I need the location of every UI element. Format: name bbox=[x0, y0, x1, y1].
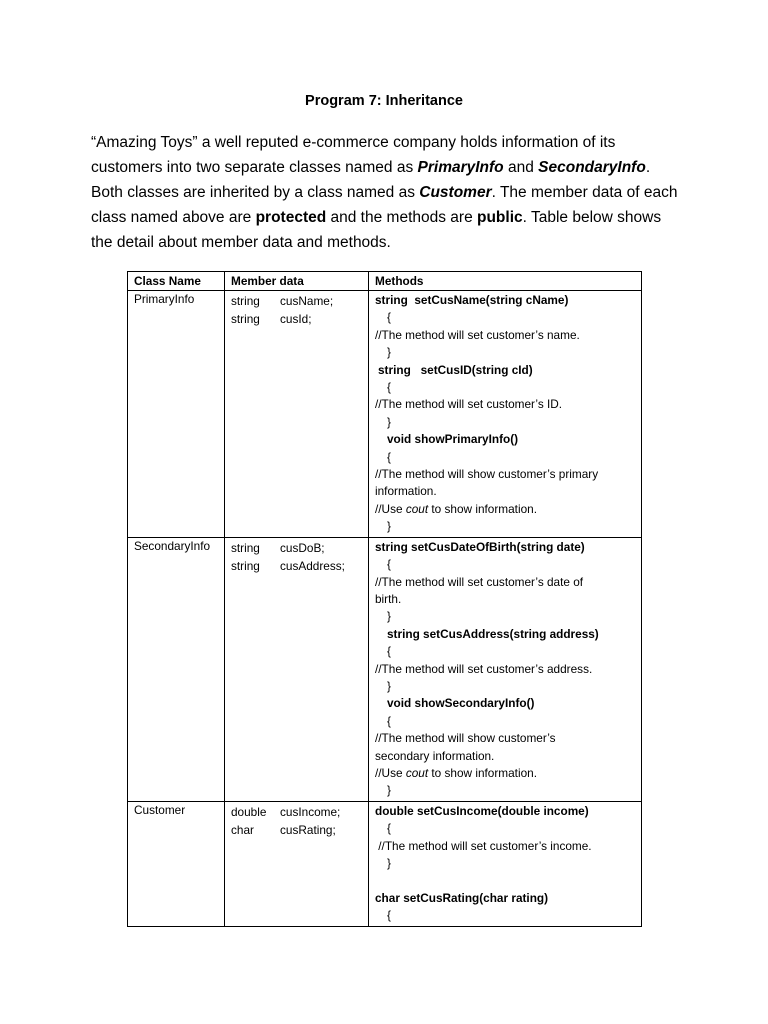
method-comment: //The method will set customer’s ID. bbox=[375, 397, 563, 412]
brace-close: } bbox=[387, 678, 391, 693]
member-line bbox=[231, 310, 363, 328]
member-data-cell bbox=[225, 801, 369, 926]
brace-close: } bbox=[387, 783, 391, 798]
method-signature: string setCusName(string cName) bbox=[375, 293, 569, 307]
brace-close: } bbox=[387, 414, 391, 429]
method-comment: //The method will set customer’s address. bbox=[375, 661, 593, 676]
methods-cell bbox=[369, 801, 642, 926]
member-type: string bbox=[231, 294, 260, 308]
method-comment bbox=[375, 765, 636, 782]
intro-text-1: “Amazing Toys” a well reputed e-commerce company holds information of its customers into two separate classes named as bbox=[91, 134, 616, 176]
method-signature: void showSecondaryInfo() bbox=[387, 696, 535, 711]
brace-close: } bbox=[387, 609, 391, 624]
brace-open: { bbox=[387, 821, 391, 836]
blank-line bbox=[375, 872, 636, 889]
method-comment: secondary information. bbox=[375, 748, 495, 763]
method-signature: string setCusID(string cId) bbox=[378, 362, 533, 377]
method-comment: //The method will set customer’s income. bbox=[375, 838, 592, 853]
use-suffix: to show information. bbox=[428, 765, 537, 780]
table-row bbox=[128, 291, 642, 538]
class-spec-table bbox=[127, 271, 642, 927]
member-type: string bbox=[231, 540, 260, 555]
brace-open: { bbox=[387, 644, 391, 659]
member-line bbox=[231, 803, 363, 821]
member-name: cusRating; bbox=[280, 822, 336, 837]
table-row bbox=[128, 801, 642, 926]
member-type: char bbox=[231, 822, 254, 837]
use-suffix: to show information. bbox=[428, 501, 537, 516]
intro-primaryinfo: PrimaryInfo bbox=[417, 159, 504, 176]
cout-keyword: cout bbox=[405, 765, 429, 780]
method-comment bbox=[375, 501, 636, 518]
header-methods: Methods bbox=[369, 272, 642, 291]
table-header-row bbox=[128, 272, 642, 291]
header-member-data: Member data bbox=[225, 272, 369, 291]
member-line bbox=[231, 557, 363, 575]
method-comment: information. bbox=[375, 484, 437, 499]
page-title: Program 7: Inheritance bbox=[305, 93, 463, 109]
intro-text-4: and the methods are bbox=[326, 209, 477, 226]
cout-keyword: cout bbox=[405, 501, 429, 516]
brace-open: { bbox=[387, 908, 391, 923]
intro-secondaryinfo: SecondaryInfo bbox=[538, 159, 646, 176]
methods-cell bbox=[369, 291, 642, 538]
method-comment: //The method will show customer’s primary bbox=[375, 467, 599, 482]
member-type: double bbox=[231, 804, 267, 819]
use-prefix: //Use bbox=[375, 765, 406, 780]
method-signature: string setCusAddress(string address) bbox=[387, 626, 599, 641]
header-class-name: Class Name bbox=[128, 272, 225, 291]
method-signature: void showPrimaryInfo() bbox=[387, 432, 519, 447]
member-line bbox=[231, 821, 363, 839]
intro-text-3: . The member data of each class named above are bbox=[91, 184, 678, 226]
brace-close: } bbox=[387, 345, 391, 360]
member-name: cusIncome; bbox=[280, 804, 341, 819]
member-name: cusId; bbox=[280, 312, 312, 326]
method-comment: //The method will set customer’s date of bbox=[375, 574, 584, 589]
intro-text-5: . Table below shows the detail about member data and methods. bbox=[91, 209, 662, 251]
method-signature: double setCusIncome(double income) bbox=[375, 803, 589, 818]
member-name: cusName; bbox=[280, 294, 334, 308]
brace-open: { bbox=[387, 380, 391, 395]
member-line bbox=[231, 292, 363, 310]
intro-paragraph bbox=[91, 130, 681, 255]
method-comment: //The method will set customer’s name. bbox=[375, 327, 580, 342]
brace-close: } bbox=[387, 856, 391, 870]
member-name: cusDoB; bbox=[280, 540, 325, 555]
member-line bbox=[231, 539, 363, 557]
method-comment: birth. bbox=[375, 591, 402, 606]
brace-open: { bbox=[387, 310, 391, 325]
brace-open: { bbox=[387, 557, 391, 572]
class-name-cell: Customer bbox=[128, 801, 225, 926]
class-name-cell: PrimaryInfo bbox=[128, 291, 225, 538]
methods-cell bbox=[369, 537, 642, 801]
intro-public: public bbox=[477, 209, 523, 226]
brace-open: { bbox=[387, 449, 391, 464]
method-signature: string setCusDateOfBirth(string date) bbox=[375, 539, 585, 554]
member-name: cusAddress; bbox=[280, 558, 345, 573]
method-signature: char setCusRating(char rating) bbox=[375, 890, 549, 905]
method-comment: //The method will show customer’s bbox=[375, 731, 556, 746]
use-prefix: //Use bbox=[375, 501, 406, 516]
member-data-cell bbox=[225, 291, 369, 538]
intro-customer: Customer bbox=[419, 184, 492, 201]
member-data-cell bbox=[225, 537, 369, 801]
brace-close: } bbox=[387, 519, 391, 534]
brace-open: { bbox=[387, 713, 391, 728]
intro-protected: protected bbox=[255, 209, 327, 226]
intro-text-2: . Both classes are inherited by a class named as bbox=[91, 159, 651, 201]
member-type: string bbox=[231, 558, 260, 573]
class-name-cell: SecondaryInfo bbox=[128, 537, 225, 801]
table-row bbox=[128, 537, 642, 801]
intro-text-and: and bbox=[503, 159, 539, 176]
member-type: string bbox=[231, 312, 260, 326]
